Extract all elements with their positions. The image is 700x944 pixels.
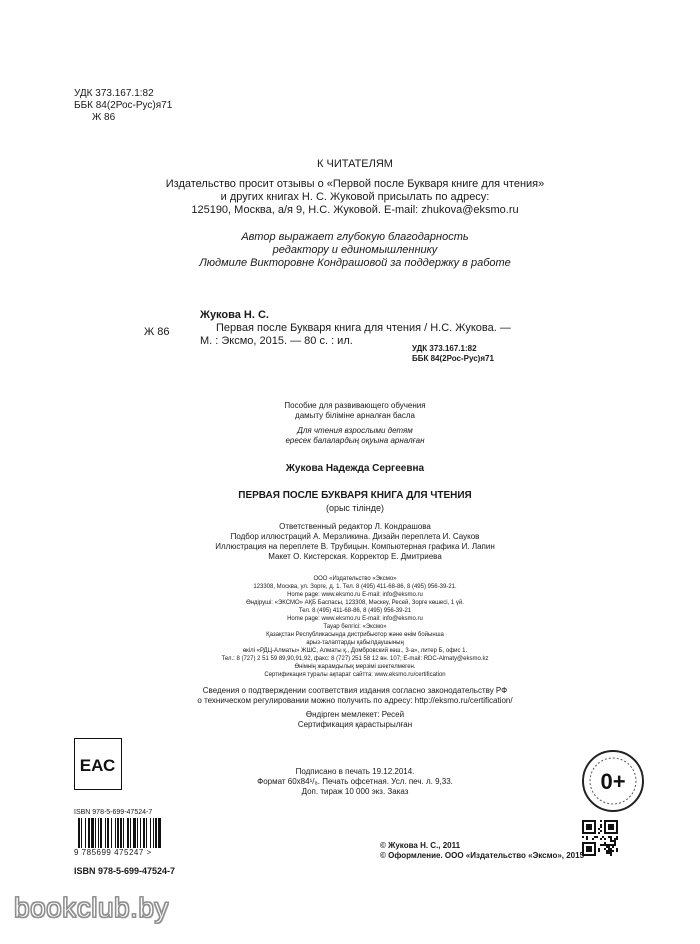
- eac-mark: [74, 738, 122, 790]
- catalog-mark: Ж 86: [144, 326, 170, 338]
- barcode-bar: [137, 818, 138, 848]
- barcode-digits: 9 785699 475247 >: [74, 848, 152, 857]
- qr-module: [616, 838, 618, 840]
- barcode-bar: [105, 818, 106, 848]
- publisher-line: Өндіруші: «ЭКСМО» АҚБ Баспасы, 123308, Мәскеу, Ресей, Зорге көшесі, 1 үй.: [246, 600, 464, 606]
- qr-module: [598, 828, 600, 830]
- author-mark: Ж 86: [92, 112, 116, 123]
- qr-finder: [586, 846, 592, 852]
- barcode-bar: [91, 818, 94, 848]
- qr-module: [606, 846, 608, 848]
- print-line: Формат 60x84¹/₈. Печать офсетная. Усл. печ. л. 9,33.: [257, 777, 453, 786]
- qr-module: [604, 842, 606, 844]
- barcode-bar: [143, 818, 145, 848]
- qr-module: [616, 848, 618, 850]
- qr-code-icon: [582, 820, 618, 856]
- credit-line: Подбор иллюстраций А. Мерзликина. Дизайн переплета И. Сауков: [230, 532, 480, 541]
- publisher-line: Өнімнің жарамдылық мерзімі шектелмеген.: [294, 664, 416, 670]
- copyright-block: [380, 841, 584, 861]
- qr-module: [602, 844, 604, 846]
- print-line: Подписано в печать 19.12.2014.: [295, 767, 415, 776]
- qr-module: [608, 852, 610, 854]
- catalog-card: [200, 309, 530, 348]
- cert-line: о техническом регулировании можно получить по адресу: http://eksmo.ru/certification/: [197, 696, 513, 705]
- watermark: bookclub.by: [14, 892, 169, 923]
- svg-text:0+: 0+: [600, 769, 626, 794]
- qr-module: [604, 844, 606, 846]
- qr-module: [594, 836, 596, 838]
- gratitude-line: редактору и единомышленнику: [272, 244, 438, 256]
- isbn-top: ISBN 978-5-699-47524-7: [74, 809, 153, 816]
- gratitude-block: [160, 231, 550, 270]
- to-readers-line: и других книгах Н. С. Жуковой присылать по адресу:: [220, 191, 490, 203]
- qr-module: [604, 838, 606, 840]
- gratitude-line: Автор выражает глубокую благодарность: [241, 231, 469, 243]
- qr-module: [610, 840, 612, 842]
- qr-module: [612, 850, 614, 852]
- publisher-line: Тел. 8 (495) 411-68-86, 8 (495) 956-39-21: [298, 608, 412, 614]
- purpose-line: дамыту біліміне арналған басла: [295, 411, 415, 420]
- qr-module: [608, 836, 610, 838]
- qr-module: [612, 840, 614, 842]
- qr-code: [582, 820, 618, 856]
- qr-module: [606, 844, 608, 846]
- qr-module: [610, 838, 612, 840]
- eac-icon: [75, 739, 120, 788]
- barcode-bar: [146, 818, 147, 848]
- qr-module: [600, 826, 602, 828]
- qr-module: [600, 830, 602, 832]
- purpose-block: [220, 401, 490, 446]
- qr-module: [598, 850, 600, 852]
- publisher-line: Сертификация туралы ақпарат сайтта: www.eksmo.ru/certification: [264, 672, 446, 678]
- barcode-bar: [100, 818, 102, 848]
- to-readers-block: [100, 158, 610, 217]
- publisher-line: өкілі «РДЦ-Алматы» ЖШС, Алматы қ., Домбровский көш., 3-а», литер Б, офис 1.: [242, 648, 468, 654]
- gratitude-line: Людмиле Викторовне Кондрашовой за поддержку в работе: [199, 257, 511, 269]
- qr-module: [600, 844, 602, 846]
- barcode-bar: [155, 818, 157, 848]
- to-readers-line: 125190, Москва, а/я 9, Н.С. Жуковой. E-mail: zhukova@eksmo.ru: [191, 204, 519, 216]
- age-rating-icon: [584, 752, 642, 810]
- publisher-line: Home page: www.eksmo.ru E-mail: info@eksmo.ru: [287, 592, 423, 598]
- barcode-bar: [133, 818, 136, 848]
- qr-finder: [608, 824, 614, 830]
- qr-module: [600, 824, 602, 826]
- qr-module: [610, 854, 612, 856]
- qr-module: [606, 852, 608, 854]
- credit-line: Ответственный редактор Л. Кондрашова: [279, 522, 431, 531]
- qr-module: [610, 848, 612, 850]
- barcode-bar: [153, 818, 154, 848]
- cert-line: Сведения о подтверждении соответствия издания согласно законодательству РФ: [202, 686, 508, 695]
- catalog-author: Жукова Н. С.: [200, 309, 269, 321]
- svg-text:ЕАС: ЕАС: [79, 756, 116, 775]
- publisher-line: арыз-талаптарды қабылдаушының: [306, 640, 404, 646]
- barcode-bar: [111, 818, 112, 848]
- copyright-line: © Жукова Н. С., 2011: [380, 841, 461, 850]
- purpose-line: Пособие для развивающего обучения: [284, 401, 426, 410]
- credit-line: Иллюстрация на переплете В. Трубицын. Компьютерная графика И. Лапин: [215, 542, 495, 551]
- purpose-line: Для чтения взрослыми детям: [297, 426, 413, 435]
- barcode-icon: [74, 818, 184, 848]
- isbn-bottom: ISBN 978-5-699-47524-7: [74, 866, 176, 876]
- qr-module: [600, 838, 602, 840]
- credits-block: [160, 522, 550, 562]
- qr-module: [582, 836, 584, 838]
- qr-module: [586, 836, 588, 838]
- book-language: (орыс тілінде): [325, 503, 385, 513]
- barcode-bar: [140, 818, 141, 848]
- barcode-bar: [95, 818, 96, 848]
- barcode-bar: [78, 818, 80, 848]
- barcode-bar: [85, 818, 86, 848]
- barcode-bar: [98, 818, 99, 848]
- catalog-title-line: Первая после Букваря книга для чтения / Н.С. Жукова. —: [216, 322, 511, 334]
- barcode-bar: [158, 818, 161, 848]
- publisher-line: ООО «Издательство «Эксмо»: [313, 576, 397, 582]
- publisher-line: 123308, Москва, ул. Зорге, д. 1. Тел. 8 (495) 411-68-86, 8 (495) 956-39-21.: [253, 584, 457, 590]
- barcode-bar: [88, 818, 90, 848]
- qr-module: [600, 820, 602, 822]
- catalog-udk: УДК 373.167.1:82: [412, 344, 477, 353]
- barcode-bar: [107, 818, 109, 848]
- publisher-info: [180, 575, 530, 679]
- book-title: ПЕРВАЯ ПОСЛЕ БУКВАРЯ КНИГА ДЛЯ ЧТЕНИЯ: [238, 490, 472, 501]
- qr-module: [606, 850, 608, 852]
- catalog-bbk: ББК 84(2Рос-Рус)я71: [412, 354, 494, 363]
- barcode-bar: [127, 818, 129, 848]
- to-readers-line: Издательство просит отзывы о «Первой после Букваря книге для чтения»: [165, 178, 545, 190]
- cert-line: Өндірген мемлекет: Ресей: [305, 710, 405, 719]
- qr-module: [602, 836, 604, 838]
- publisher-line: Тауар белгісі: «Эксмо»: [323, 624, 387, 630]
- barcode-bar: [150, 818, 151, 848]
- qr-module: [608, 844, 610, 846]
- ean-barcode: [74, 818, 184, 848]
- qr-module: [614, 844, 616, 846]
- qr-module: [616, 836, 618, 838]
- qr-module: [610, 852, 612, 854]
- qr-module: [612, 844, 614, 846]
- qr-module: [610, 844, 612, 846]
- udk-code: УДК 373.167.1:82: [74, 88, 154, 99]
- credit-line: Макет О. Кистерская. Корректор Е. Дмитриева: [268, 552, 442, 561]
- cert-line: Сертификация қарастырылған: [297, 720, 413, 729]
- full-author-name: Жукова Надежда Сергеевна: [285, 463, 425, 474]
- qr-module: [614, 840, 616, 842]
- qr-module: [608, 848, 610, 850]
- qr-module: [598, 848, 600, 850]
- qr-module: [614, 842, 616, 844]
- print-info: [200, 767, 510, 797]
- catalog-codes: [412, 344, 494, 364]
- barcode-bar: [130, 818, 131, 848]
- qr-module: [586, 838, 588, 840]
- qr-module: [598, 832, 600, 834]
- publisher-line: Қазақстан Республикасында дистрибьютор және өнім бойынша: [266, 632, 444, 638]
- print-line: Доп. тираж 10 000 экз. Заказ: [301, 787, 409, 796]
- barcode-bar: [81, 818, 82, 848]
- udk-bbk-block: [74, 88, 172, 124]
- qr-module: [612, 846, 614, 848]
- qr-module: [608, 850, 610, 852]
- qr-module: [596, 836, 598, 838]
- copyright-line: © Оформление. ООО «Издательство «Эксмо», 2015: [380, 851, 585, 860]
- barcode-bar: [117, 818, 119, 848]
- qr-module: [604, 848, 606, 850]
- certification-block: [150, 686, 560, 730]
- publisher-line: Тел.: 8 (727) 2 51 59 89,90,91,92, факс: 8 (727) 251 58 12 вн. 107; E-mail: RDC-Almaty@eksmo.kz: [221, 656, 489, 662]
- age-rating-badge: [582, 750, 644, 812]
- barcode-bar: [115, 818, 116, 848]
- qr-module: [614, 838, 616, 840]
- barcode-bar: [120, 818, 122, 848]
- qr-finder: [586, 824, 592, 830]
- qr-module: [592, 838, 594, 840]
- qr-module: [608, 846, 610, 848]
- bbk-code: ББК 84(2Рос-Рус)я71: [74, 100, 173, 111]
- to-readers-title: К ЧИТАТЕЛЯМ: [317, 158, 393, 170]
- qr-module: [610, 836, 612, 838]
- qr-module: [616, 850, 618, 852]
- purpose-line: ересек балалардың оқуына арналған: [285, 436, 425, 445]
- qr-module: [610, 850, 612, 852]
- catalog-imprint-line: М. : Эксмо, 2015. — 80 с. : ил.: [200, 335, 353, 347]
- publisher-line: Home page: www.eksmo.ru E-mail: info@eksmo.ru: [287, 616, 423, 622]
- barcode-bar: [123, 818, 124, 848]
